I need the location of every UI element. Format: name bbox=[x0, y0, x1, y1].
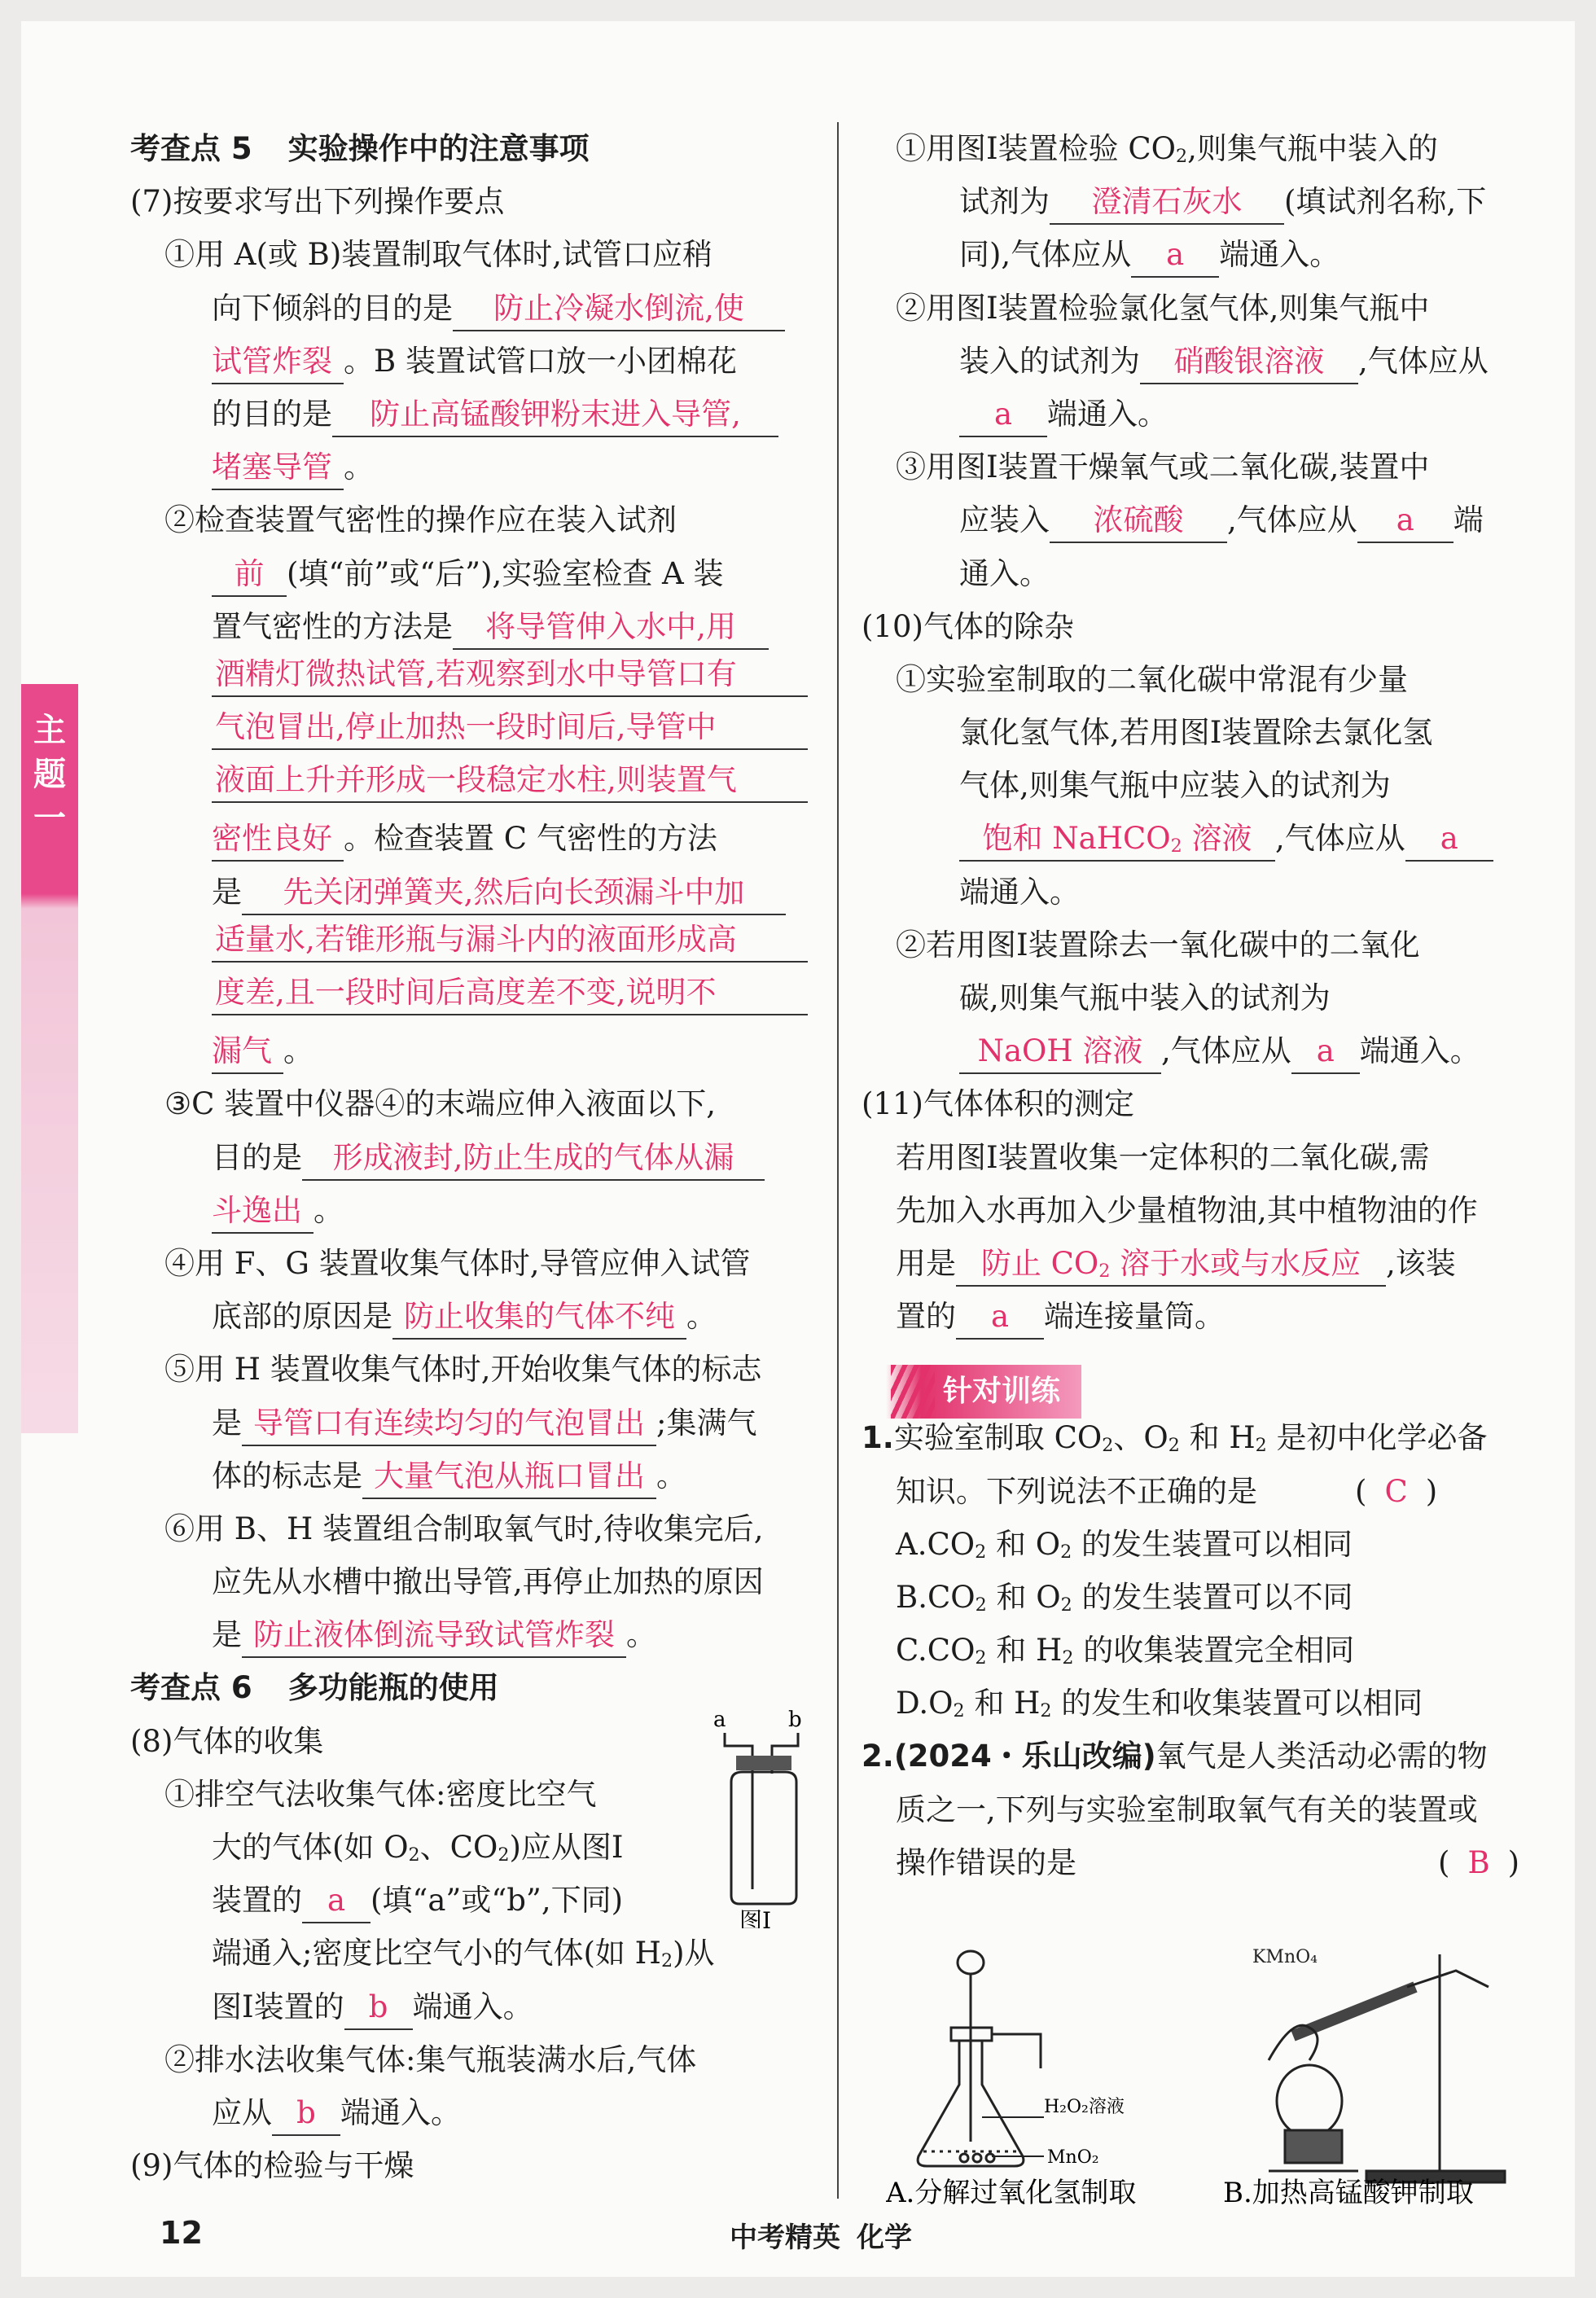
q10-line: 饱和 NaHCO$_2$ 溶液 ,气体应从 a bbox=[862, 812, 1531, 865]
answer-blank: 饱和 NaHCO$_2$ 溶液 bbox=[959, 818, 1275, 862]
label-b: b bbox=[788, 1708, 802, 1732]
answer-blank: 堵塞导管 bbox=[212, 446, 344, 490]
q8-line: 装置的 a (填“a”或“b”,下同) bbox=[130, 1874, 808, 1927]
answer-blank: 硝酸银溶液 bbox=[1140, 340, 1358, 384]
q7-5-line: ⑤用 H 装置收集气体时,开始收集气体的标志 bbox=[164, 1352, 762, 1388]
q7-1-line: 向下倾斜的目的是 防止冷凝水倒流,使 bbox=[130, 282, 808, 335]
q7-6-line: 应先从水槽中撤出导管,再停止加热的原因 bbox=[212, 1564, 764, 1600]
h2o2-label: H₂O₂溶液 bbox=[1044, 2097, 1125, 2117]
q7-2-line: 前 (填“前”或“后”),实验室检查 A 装 bbox=[130, 547, 808, 600]
option-c: $C.CO_2$ 和 $H_2$ 的收集装置完全相同 bbox=[896, 1633, 1355, 1669]
q10-line: NaOH 溶液 ,气体应从 a 端通入。 bbox=[862, 1024, 1531, 1077]
page-number: 12 bbox=[160, 2215, 203, 2251]
answer-blank: 防止冷凝水倒流,使 bbox=[453, 287, 785, 331]
side-tab-char: 主 bbox=[33, 712, 66, 749]
apparatus-diagram bbox=[886, 1938, 1529, 2207]
q11-line: 若用图Ⅰ装置收集一定体积的二氧化碳,需 bbox=[896, 1139, 1430, 1175]
figure-a-caption: A.分解过氧化氢制取 bbox=[886, 2177, 1137, 2207]
answer-blank: 浓硫酸 bbox=[1050, 499, 1227, 543]
q9-3-line: ③用图Ⅰ装置干燥氧气或二氧化碳,装置中 bbox=[896, 450, 1430, 485]
q8-line: 应从 b 端通入。 bbox=[130, 2086, 808, 2139]
section-heading-5: 考查点 5 实验操作中的注意事项 bbox=[130, 131, 590, 166]
side-tab bbox=[21, 684, 78, 1433]
q7-1-line: 试管炸裂 。B 装置试管口放一小团棉花 bbox=[130, 335, 808, 388]
answer-blank: a bbox=[956, 1296, 1044, 1340]
answer-blank: a bbox=[1291, 1030, 1360, 1074]
answer-blank: 试管炸裂 bbox=[212, 340, 344, 384]
q8-line: 图Ⅰ装置的 b 端通入。 bbox=[130, 1980, 808, 2033]
figure-1-caption: 图Ⅰ bbox=[739, 1907, 772, 1928]
problem-2-answer: B bbox=[1467, 1844, 1490, 1880]
answer-blank: NaOH 溶液 bbox=[959, 1030, 1161, 1074]
answer-blank: 先关闭弹簧夹,然后向长颈漏斗中加 bbox=[242, 871, 786, 915]
answer-blank: 防止液体倒流导致试管炸裂 bbox=[242, 1614, 626, 1658]
problem-2-line: 操作错误的是 ( B ) bbox=[896, 1844, 1520, 1880]
q7-2-line: ②检查装置气密性的操作应在装入试剂 bbox=[164, 502, 677, 538]
answer-blank: 将导管伸入水中,用 bbox=[453, 606, 769, 650]
q8-line: ②排水法收集气体:集气瓶装满水后,气体 bbox=[164, 2041, 697, 2077]
question-8-title: (8)气体的收集 bbox=[130, 1723, 324, 1759]
answer-blank: 漏气 bbox=[212, 1030, 283, 1074]
q9-1-line: 同),气体应从 a 端通入。 bbox=[862, 228, 1531, 281]
figure-1 bbox=[707, 1708, 821, 1928]
answer-blank: a bbox=[302, 1879, 370, 1923]
q9-3-line: 应装入 浓硫酸 ,气体应从 a 端 bbox=[862, 493, 1531, 546]
q8-line: 大的气体(如 $O_2$、$CO_2$)应从图Ⅰ bbox=[212, 1830, 624, 1866]
answer-blank: 形成液封,防止生成的气体从漏 bbox=[302, 1137, 765, 1181]
heating-apparatus bbox=[1269, 1954, 1505, 2182]
answer-blank: a bbox=[1357, 499, 1454, 543]
q7-2-line bbox=[130, 759, 808, 812]
flask-apparatus bbox=[918, 1951, 1044, 2166]
answer-blank: 密性良好 bbox=[212, 818, 344, 862]
answer-blank: 防止 $CO_2$ 溶于水或与水反应 bbox=[956, 1243, 1386, 1287]
answer-blank: 酒精灯微热试管,若观察到水中导管口有 bbox=[212, 653, 808, 697]
practice-banner bbox=[886, 1365, 1081, 1419]
answer-blank: a bbox=[959, 393, 1047, 437]
option-d: $D.O_2$ 和 $H_2$ 的发生和收集装置可以相同 bbox=[896, 1686, 1423, 1722]
answer-blank: 导管口有连续均匀的气泡冒出 bbox=[242, 1402, 656, 1446]
answer-blank: 防止收集的气体不纯 bbox=[392, 1296, 686, 1340]
q10-line: 氯化氢气体,若用图Ⅰ装置除去氯化氢 bbox=[959, 715, 1433, 751]
q10-line: ②若用图Ⅰ装置除去一氧化碳中的二氧化 bbox=[896, 927, 1420, 963]
q7-2-line bbox=[130, 971, 808, 1024]
q7-3-line: 斗逸出 。 bbox=[130, 1184, 808, 1237]
q7-3-line: ③C 装置中仪器④的末端应伸入液面以下, bbox=[164, 1086, 717, 1122]
mno2-label: MnO₂ bbox=[1047, 2147, 1099, 2168]
answer-blank: 斗逸出 bbox=[212, 1190, 314, 1234]
q7-2-line bbox=[130, 919, 808, 971]
answer-blank: 度差,且一段时间后高度差不变,说明不 bbox=[212, 971, 808, 1015]
q8-line: 端通入;密度比空气小的气体(如 $H_2$)从 bbox=[212, 1936, 715, 1972]
q11-line: 置的 a 端连接量筒。 bbox=[862, 1290, 1531, 1343]
book-title: 中考精英 化学 bbox=[730, 2221, 912, 2254]
kmno4-label: KMnO₄ bbox=[1252, 1947, 1318, 1967]
label-a: a bbox=[713, 1708, 726, 1732]
problem-2-line: 2.(2024・乐山改编)氧气是人类活动必需的物 bbox=[862, 1739, 1488, 1774]
q11-line: 用是 防止 $CO_2$ 溶于水或与水反应 ,该装 bbox=[862, 1237, 1531, 1290]
q7-3-line: 目的是 形成液封,防止生成的气体从漏 bbox=[130, 1131, 808, 1184]
question-10-title: (10)气体的除杂 bbox=[862, 608, 1074, 644]
q7-2-line: 漏气 。 bbox=[130, 1024, 808, 1077]
q7-1-line: ①用 A(或 B)装置制取气体时,试管口应稍 bbox=[164, 237, 713, 273]
q9-1-line: 试剂为 澄清石灰水 (填试剂名称,下 bbox=[862, 175, 1531, 228]
q7-1-line: 的目的是 防止高锰酸钾粉末进入导管, bbox=[130, 388, 808, 441]
side-tab-char: 一 bbox=[33, 800, 66, 837]
question-11-title: (11)气体体积的测定 bbox=[862, 1086, 1134, 1122]
q10-line: 碳,则集气瓶中装入的试剂为 bbox=[959, 980, 1331, 1015]
q7-6-line: 是 防止液体倒流导致试管炸裂 。 bbox=[130, 1608, 808, 1661]
q7-4-line: 底部的原因是 防止收集的气体不纯 。 bbox=[130, 1290, 808, 1343]
problem-1-answer: C bbox=[1384, 1473, 1408, 1509]
answer-blank: 液面上升并形成一段稳定水柱,则装置气 bbox=[212, 759, 808, 803]
q9-3-line: 通入。 bbox=[959, 555, 1050, 591]
column-divider bbox=[837, 122, 839, 2199]
option-b: $B.CO_2$ 和 $O_2$ 的发生装置可以不同 bbox=[896, 1579, 1353, 1616]
section-heading-6: 考查点 6 多功能瓶的使用 bbox=[130, 1670, 499, 1706]
q9-2-line: 装入的试剂为 硝酸银溶液 ,气体应从 bbox=[862, 335, 1531, 388]
q7-2-line: 密性良好 。检查装置 C 气密性的方法 bbox=[130, 812, 808, 865]
q7-1-line: 堵塞导管 。 bbox=[130, 441, 808, 493]
problem-2-line: 质之一,下列与实验室制取氧气有关的装置或 bbox=[896, 1791, 1478, 1827]
q7-2-line: 是 先关闭弹簧夹,然后向长颈漏斗中加 bbox=[130, 866, 808, 919]
answer-blank: 大量气泡从瓶口冒出 bbox=[362, 1455, 656, 1499]
q9-2-line: a 端通入。 bbox=[862, 388, 1531, 441]
side-tab-char: 题 bbox=[33, 756, 66, 793]
answer-blank: 前 bbox=[212, 553, 287, 597]
answer-blank: 气泡冒出,停止加热一段时间后,导管中 bbox=[212, 706, 808, 750]
question-9-title: (9)气体的检验与干燥 bbox=[130, 2148, 414, 2184]
figure-b-caption: B.加热高锰酸钾制取 bbox=[1223, 2177, 1474, 2207]
answer-blank: a bbox=[1131, 234, 1219, 278]
q7-2-line bbox=[130, 706, 808, 759]
option-a: $A.CO_2$ 和 $O_2$ 的发生装置可以相同 bbox=[896, 1526, 1353, 1563]
answer-blank: 防止高锰酸钾粉末进入导管, bbox=[332, 393, 778, 437]
banner-stripes bbox=[891, 1365, 935, 1419]
q10-line: 端通入。 bbox=[959, 874, 1080, 910]
answer-blank: 澄清石灰水 bbox=[1050, 181, 1284, 225]
question-7-title: (7)按要求写出下列操作要点 bbox=[130, 184, 505, 220]
answer-blank: 适量水,若锥形瓶与漏斗内的液面形成高 bbox=[212, 919, 808, 963]
right-column bbox=[862, 122, 1531, 1889]
q7-2-line: 置气密性的方法是 将导管伸入水中,用 bbox=[130, 600, 808, 653]
q7-2-line bbox=[130, 653, 808, 706]
q10-line: 气体,则集气瓶中应装入的试剂为 bbox=[959, 768, 1391, 804]
q7-5-line: 是 导管口有连续均匀的气泡冒出 ;集满气 bbox=[130, 1397, 808, 1449]
q11-line: 先加入水再加入少量植物油,其中植物油的作 bbox=[896, 1192, 1478, 1228]
q7-5-line: 体的标志是 大量气泡从瓶口冒出 。 bbox=[130, 1449, 808, 1502]
apparatus-figures bbox=[886, 1938, 1529, 2207]
q7-4-line: ④用 F、G 装置收集气体时,导管应伸入试管 bbox=[164, 1245, 751, 1281]
q9-1-line: ①用图Ⅰ装置检验 $CO_2$,则集气瓶中装入的 bbox=[896, 131, 1438, 167]
answer-blank: a bbox=[1405, 818, 1493, 862]
q8-line: ①排空气法收集气体:密度比空气 bbox=[164, 1776, 597, 1812]
gas-bottle-diagram bbox=[707, 1708, 821, 1928]
q9-2-line: ②用图Ⅰ装置检验氯化氢气体,则集气瓶中 bbox=[896, 290, 1430, 326]
answer-blank: b bbox=[344, 1986, 413, 2030]
answer-blank: b bbox=[272, 2092, 340, 2136]
banner-title: 针对训练 bbox=[943, 1375, 1061, 1408]
q7-6-line: ⑥用 B、H 装置组合制取氧气时,待收集完后, bbox=[164, 1511, 764, 1546]
problem-1-line: 知识。下列说法不正确的是 ( C ) bbox=[896, 1473, 1438, 1509]
q10-line: ①实验室制取的二氧化碳中常混有少量 bbox=[896, 661, 1408, 697]
problem-1-line: 1.实验室制取 $CO_2$、$O_2$ 和 $H_2$ 是初中化学必备 bbox=[862, 1420, 1488, 1457]
